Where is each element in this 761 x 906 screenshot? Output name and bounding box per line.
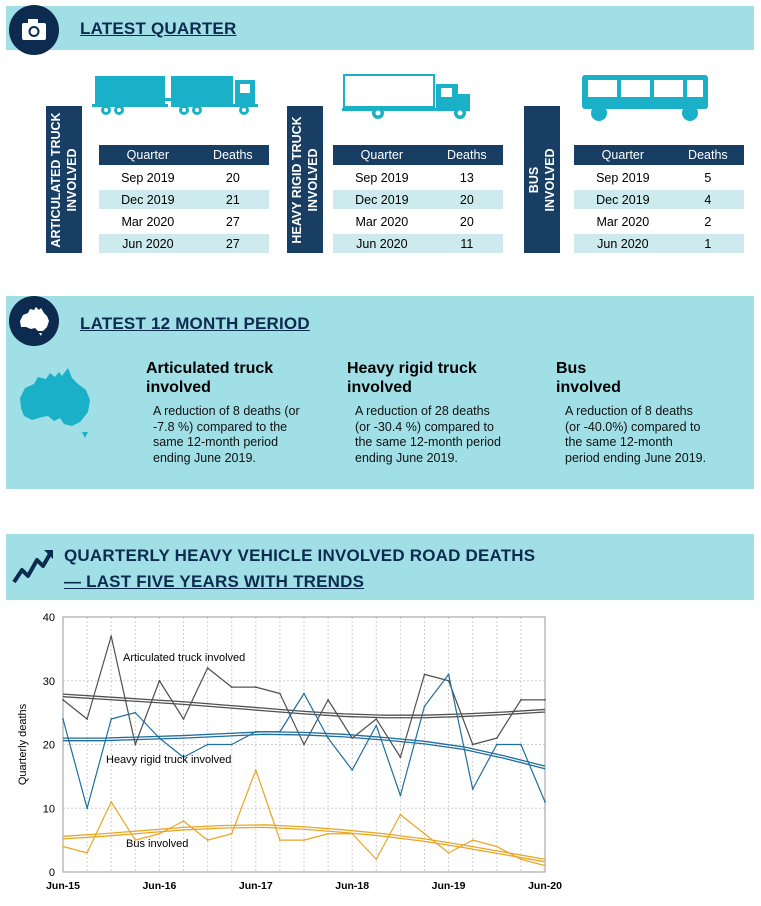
- table-row: Jun 2020 11: [333, 234, 503, 253]
- y-tick-label: 40: [42, 612, 55, 624]
- data-point: [183, 820, 185, 822]
- bus-stat-title: Bus involved: [556, 360, 621, 396]
- bus-table: [574, 142, 744, 256]
- deaths-header: Deaths: [672, 145, 744, 165]
- series-annotation: Heavy rigid truck involved: [106, 754, 232, 766]
- data-point: [134, 744, 136, 746]
- camera-icon: [9, 5, 59, 55]
- articulated-truck-table: [99, 142, 269, 256]
- series-annotation: Articulated truck involved: [123, 652, 246, 664]
- australia-badge: [9, 296, 59, 346]
- table-row: Mar 2020 27: [121, 214, 240, 229]
- data-point: [375, 724, 377, 726]
- australia-map-icon: [16, 366, 116, 446]
- rigid-truck-icon: [340, 72, 475, 120]
- data-point: [351, 833, 353, 835]
- data-point: [207, 839, 209, 841]
- x-tick-label: Jun-18: [335, 880, 370, 892]
- data-point: [110, 801, 112, 803]
- table-row: Dec 2019 21: [99, 190, 269, 209]
- data-point: [327, 737, 329, 739]
- data-point: [207, 744, 209, 746]
- data-point: [303, 839, 305, 841]
- deaths-header: Deaths: [431, 145, 503, 165]
- x-tick-label: Jun-16: [142, 880, 177, 892]
- data-point: [544, 865, 546, 867]
- australia-icon: [9, 296, 59, 346]
- data-point: [400, 756, 402, 758]
- y-tick-label: 30: [42, 675, 55, 688]
- data-point: [424, 705, 426, 707]
- data-point: [544, 801, 546, 803]
- data-point: [110, 718, 112, 720]
- data-point: [303, 744, 305, 746]
- data-point: [448, 673, 450, 675]
- data-point: [496, 846, 498, 848]
- y-axis-label: Quarterly deaths: [17, 703, 29, 786]
- data-point: [255, 686, 257, 688]
- data-point: [424, 833, 426, 835]
- table-row: Dec 2019 4: [574, 190, 744, 209]
- series-annotation: Bus involved: [126, 838, 189, 850]
- data-point: [375, 858, 377, 860]
- data-point: [303, 693, 305, 695]
- articulated-stat-desc: A reduction of 8 deaths (or -7.8 %) compared to the same 12-month period ending June 2019.: [153, 404, 300, 465]
- data-point: [231, 686, 233, 688]
- data-point: [255, 731, 257, 733]
- bus-label: BUS INVOLVED: [524, 106, 560, 253]
- latest-quarter-title: LATEST QUARTER: [80, 19, 237, 38]
- data-point: [327, 699, 329, 701]
- table-row: Mar 2020 2: [596, 214, 712, 229]
- data-point: [520, 699, 522, 701]
- data-point: [159, 833, 161, 835]
- articulated-stat-title: Articulated truck involved: [146, 360, 274, 396]
- data-point: [86, 852, 88, 854]
- quarter-header: Quarter: [333, 145, 431, 165]
- data-point: [472, 839, 474, 841]
- data-point: [86, 718, 88, 720]
- articulated-truck-icon: [92, 74, 262, 116]
- data-point: [544, 699, 546, 701]
- rigid-stat-desc: A reduction of 28 deaths (or -30.4 %) compared to the same 12-month period ending June 2019.: [355, 404, 501, 465]
- data-point: [159, 680, 161, 682]
- data-point: [472, 744, 474, 746]
- data-point: [496, 744, 498, 746]
- camera-badge: [9, 5, 59, 55]
- data-point: [183, 718, 185, 720]
- table-row: Dec 2019 20: [333, 190, 503, 209]
- y-tick-label: 0: [48, 867, 55, 879]
- data-point: [327, 833, 329, 835]
- y-tick-label: 10: [42, 803, 55, 816]
- data-point: [520, 744, 522, 746]
- data-point: [86, 807, 88, 809]
- x-tick-label: Jun-17: [238, 880, 273, 892]
- data-point: [375, 718, 377, 720]
- data-point: [110, 635, 112, 637]
- latest-12-month-title: LATEST 12 MONTH PERIOD: [80, 314, 310, 333]
- rigid-truck-table: [333, 142, 503, 256]
- data-point: [134, 712, 136, 714]
- data-point: [159, 737, 161, 739]
- bus-stat-desc: A reduction of 8 deaths (or -40.0%) compared to the same 12-month period ending June 2019.: [565, 404, 707, 465]
- data-point: [279, 839, 281, 841]
- quarter-header: Quarter: [574, 145, 672, 165]
- quarterly-deaths-chart: [0, 606, 761, 906]
- data-point: [231, 833, 233, 835]
- x-tick-label: Jun-15: [46, 880, 80, 892]
- table-row: Mar 2020 20: [355, 214, 474, 229]
- x-tick-label: Jun-19: [431, 880, 466, 892]
- trend-chart-icon: [10, 546, 54, 590]
- data-point: [424, 673, 426, 675]
- rigid-truck-label: HEAVY RIGID TRUCK INVOLVED: [287, 106, 323, 253]
- table-row: Jun 2020 1: [574, 234, 744, 253]
- quarter-header: Quarter: [99, 145, 197, 165]
- data-point: [472, 788, 474, 790]
- table-row: Sep 2019 13: [355, 170, 474, 185]
- x-tick-label: Jun-20: [528, 880, 562, 892]
- data-point: [351, 769, 353, 771]
- deaths-header: Deaths: [197, 145, 269, 165]
- data-point: [207, 667, 209, 669]
- data-point: [62, 718, 64, 720]
- data-point: [62, 699, 64, 701]
- data-point: [520, 858, 522, 860]
- data-point: [496, 737, 498, 739]
- articulated-truck-label: ARTICULATED TRUCK INVOLVED: [46, 106, 82, 253]
- data-point: [231, 744, 233, 746]
- data-point: [62, 846, 64, 848]
- table-row: Sep 2019 5: [596, 170, 712, 185]
- bus-icon: [580, 73, 710, 123]
- data-point: [448, 852, 450, 854]
- y-tick-label: 20: [42, 739, 55, 752]
- data-point: [400, 814, 402, 816]
- rigid-stat-title: Heavy rigid truck involved: [347, 360, 477, 396]
- chart-title: QUARTERLY HEAVY VEHICLE INVOLVED ROAD DEATHS — LAST FIVE YEARS WITH TRENDS: [64, 546, 536, 591]
- table-row: Sep 2019 20: [121, 170, 240, 185]
- data-point: [400, 795, 402, 797]
- data-point: [255, 769, 257, 771]
- table-row: Jun 2020 27: [99, 234, 269, 253]
- data-point: [279, 693, 281, 695]
- data-point: [279, 731, 281, 733]
